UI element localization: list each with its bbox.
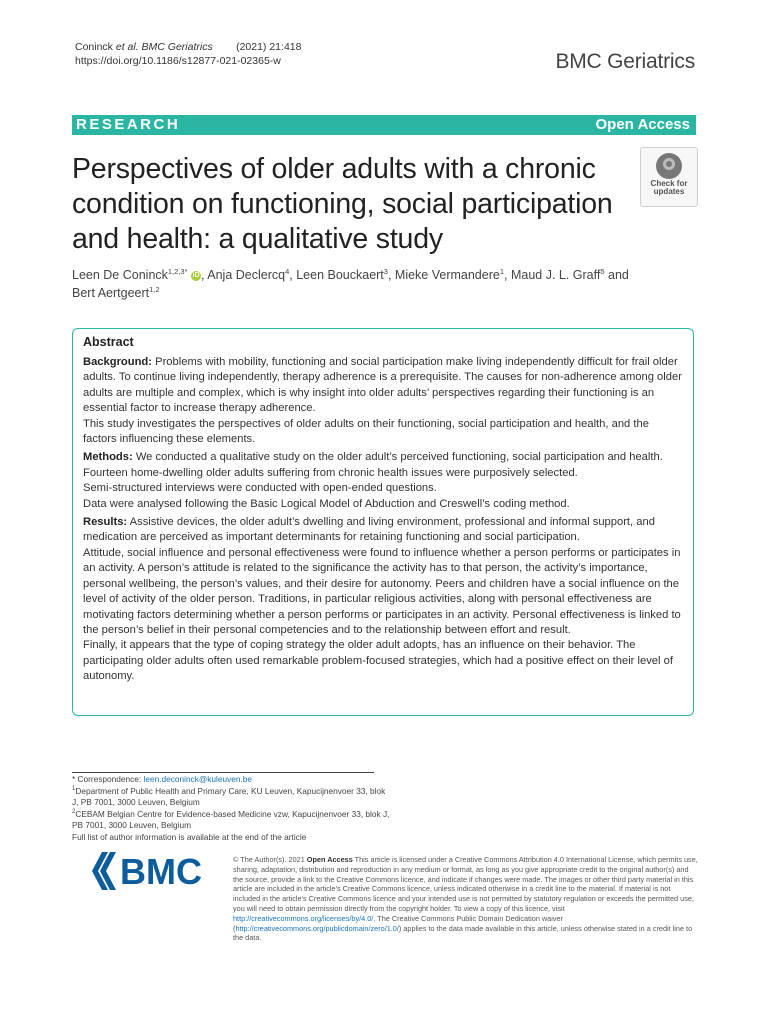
background-label: Background: [83, 356, 152, 368]
author-name[interactable]: Maud J. L. Graff [510, 268, 601, 282]
authors-and: and [608, 268, 629, 282]
author-affiliation: 1,2 [149, 284, 160, 294]
affiliation-2 [72, 809, 392, 832]
author-affiliation: 1 [499, 266, 504, 276]
abstract-background [83, 355, 683, 447]
bmc-logo-mark [92, 852, 116, 890]
results-label: Results: [83, 516, 128, 529]
author-affiliation: 1,2,3* [167, 266, 188, 276]
methods-text: We conducted a qualitative study on the older adult’s perceived functioning, social participation and health. Fourteen home-dwelling older adults suffering from chronic health issues were purposively selected. [83, 451, 663, 479]
journal-name: BMC Geriatrics [555, 50, 695, 73]
cc-by-license-link[interactable]: http://creativecommons.org/licenses/by/4.0/ [233, 913, 374, 923]
bmc-logo-text: BMC [120, 851, 202, 891]
license-open-access-label: Open Access [306, 855, 353, 864]
license-text-3: ) applies to the data made available in this article, unless otherwise stated in a credit line to the data. [233, 923, 693, 943]
open-access-label: Open Access [595, 116, 690, 133]
full-author-info-note: Full list of author information is available at the end of the article [72, 831, 307, 842]
article-type-label: RESEARCH [76, 116, 181, 133]
author-name[interactable]: Anja Declercq [207, 268, 286, 282]
author-affiliation: 4 [285, 266, 290, 276]
author-affiliation: 3 [383, 266, 388, 276]
affiliation-1 [72, 786, 392, 809]
crossmark-icon [656, 153, 682, 179]
correspondence-label: * Correspondence: [72, 774, 142, 784]
methods-text-2: Semi-structured interviews were conducted with open-ended questions. [83, 482, 437, 495]
check-for-updates-badge[interactable] [640, 147, 698, 207]
methods-text-3: Data were analysed following the Basic Logical Model of Abduction and Creswell’s coding method. [83, 497, 570, 510]
methods-label: Methods: [83, 451, 133, 464]
affiliation-text: Department of Public Health and Primary Care, KU Leuven, Kapucijnenvoer 33, blok J, PB 7001, 3000 Leuven, Belgium [72, 785, 386, 808]
affiliation-number: 1 [72, 785, 76, 792]
check-for-label: Check for [650, 179, 688, 188]
correspondence-email-link[interactable]: leen.deconinck@kuleuven.be [143, 774, 253, 784]
citation-author: Coninck [75, 41, 113, 53]
license-copyright: © The Author(s). 2021 [233, 855, 305, 864]
author-name[interactable]: Bert Aertgeert [72, 286, 150, 300]
article-title: Perspectives of older adults with a chronic condition on functioning, social participation and health: a qualitative study [72, 153, 613, 255]
background-text: Problems with mobility, functioning and social participation make living independently difficult for frail older adults. To continue living independently, therapy adherence is a prerequisite. The causes for non-adherence among older adults are multiple and complex, which is why insight into older adults’ perspectives regarding their functioning is an essential factor to increase therapy adherence. [83, 356, 682, 415]
abstract-heading: Abstract [83, 335, 134, 349]
citation-etal: et al. [115, 41, 139, 53]
footnote-divider [72, 772, 374, 773]
license-statement [233, 855, 698, 943]
abstract-results [83, 515, 683, 684]
author-name[interactable]: Leen Bouckaert [296, 268, 384, 282]
results-text-2: Attitude, social influence and personal effectiveness were found to influence whether a person performs or participates in an activity. A person’s attitude is related to the significance the activity has to that person, the activity’s importance, personal wellbeing, the person’s values, and their desire for autonomy. Peers and children have a social influence on the level of activity of the older person. Traditions, in particular religious activities, along with personal effectiveness are motivating factors determining whether a person performs or participates in an activity. Personal effectiveness is linked to the person’s belief in their personal competencies and to the relationship between effort and result. [83, 546, 681, 636]
citation-year-volume: (2021) 21:418 [236, 41, 302, 53]
article-type-banner [72, 115, 696, 135]
results-text: Assistive devices, the older adult’s dwelling and living environment, professional and informal support, and medication are perceived as important determinants for retaining functioning and social participation. [83, 516, 655, 544]
citation-journal: BMC Geriatrics [141, 41, 213, 53]
affiliation-text: CEBAM Belgian Centre for Evidence-based Medicine vzw, Kapucijnenvoer 33, blok J, PB 7001, 3000 Leuven, Belgium [72, 808, 390, 831]
orcid-icon[interactable]: iD [192, 271, 200, 279]
updates-label: updates [653, 187, 685, 196]
author-name[interactable]: Mieke Vermandere [394, 268, 500, 282]
citation-header [75, 40, 301, 68]
license-text-1: This article is licensed under a Creative Commons Attribution 4.0 International License, which permits use, sharing, adaptation, distribution and reproduction in any medium or format, as long as you give appropriate credit to the original author(s) and the source, provide a link to the Creative Commons licence, and indicate if changes were made. The images or other third party material in this article are included in the article's Creative Commons licence, unless indicated otherwise in a credit line to the material. If material is not included in the article's Creative Commons licence and your intended use is not permitted by statutory regulation or exceeds the permitted use, you will need to obtain permission directly from the copyright holder. To view a copy of this licence, visit [233, 855, 698, 913]
doi-link[interactable]: https://doi.org/10.1186/s12877-021-02365-w [75, 55, 281, 67]
author-affiliation: 5 [600, 266, 605, 276]
background-text-2: This study investigates the perspectives of older adults on their functioning, social participation and health, and the factors influencing these elements. [83, 417, 649, 446]
author-list: Leen De Coninck$^{1,2,3*}$ iD , Anja Declercq$^4$, Leen Bouckaert$^3$, Mieke Vermandere$^1$, Maud J. L. Graff$^5$ and Bert Aertgeert$^{1,2}$ [72, 266, 629, 300]
results-text-3: Finally, it appears that the type of coping strategy the older adult adopts, has an influence on their behavior. The participating older adults often used remarkable problem-focused strategies, which had a positive effect on their level of autonomy. [83, 639, 673, 683]
cc-zero-waiver-link[interactable]: http://creativecommons.org/publicdomain/zero/1.0/ [235, 923, 399, 933]
affiliation-number: 2 [72, 809, 76, 816]
correspondence [72, 774, 392, 786]
abstract-box [72, 328, 694, 716]
abstract-methods [83, 450, 683, 512]
author-name[interactable]: Leen De Coninck [72, 268, 168, 282]
bmc-logo [92, 851, 216, 891]
footnotes [72, 774, 392, 844]
license-text-2: . The Creative Commons Public Domain Dedication waiver ( [233, 913, 563, 933]
